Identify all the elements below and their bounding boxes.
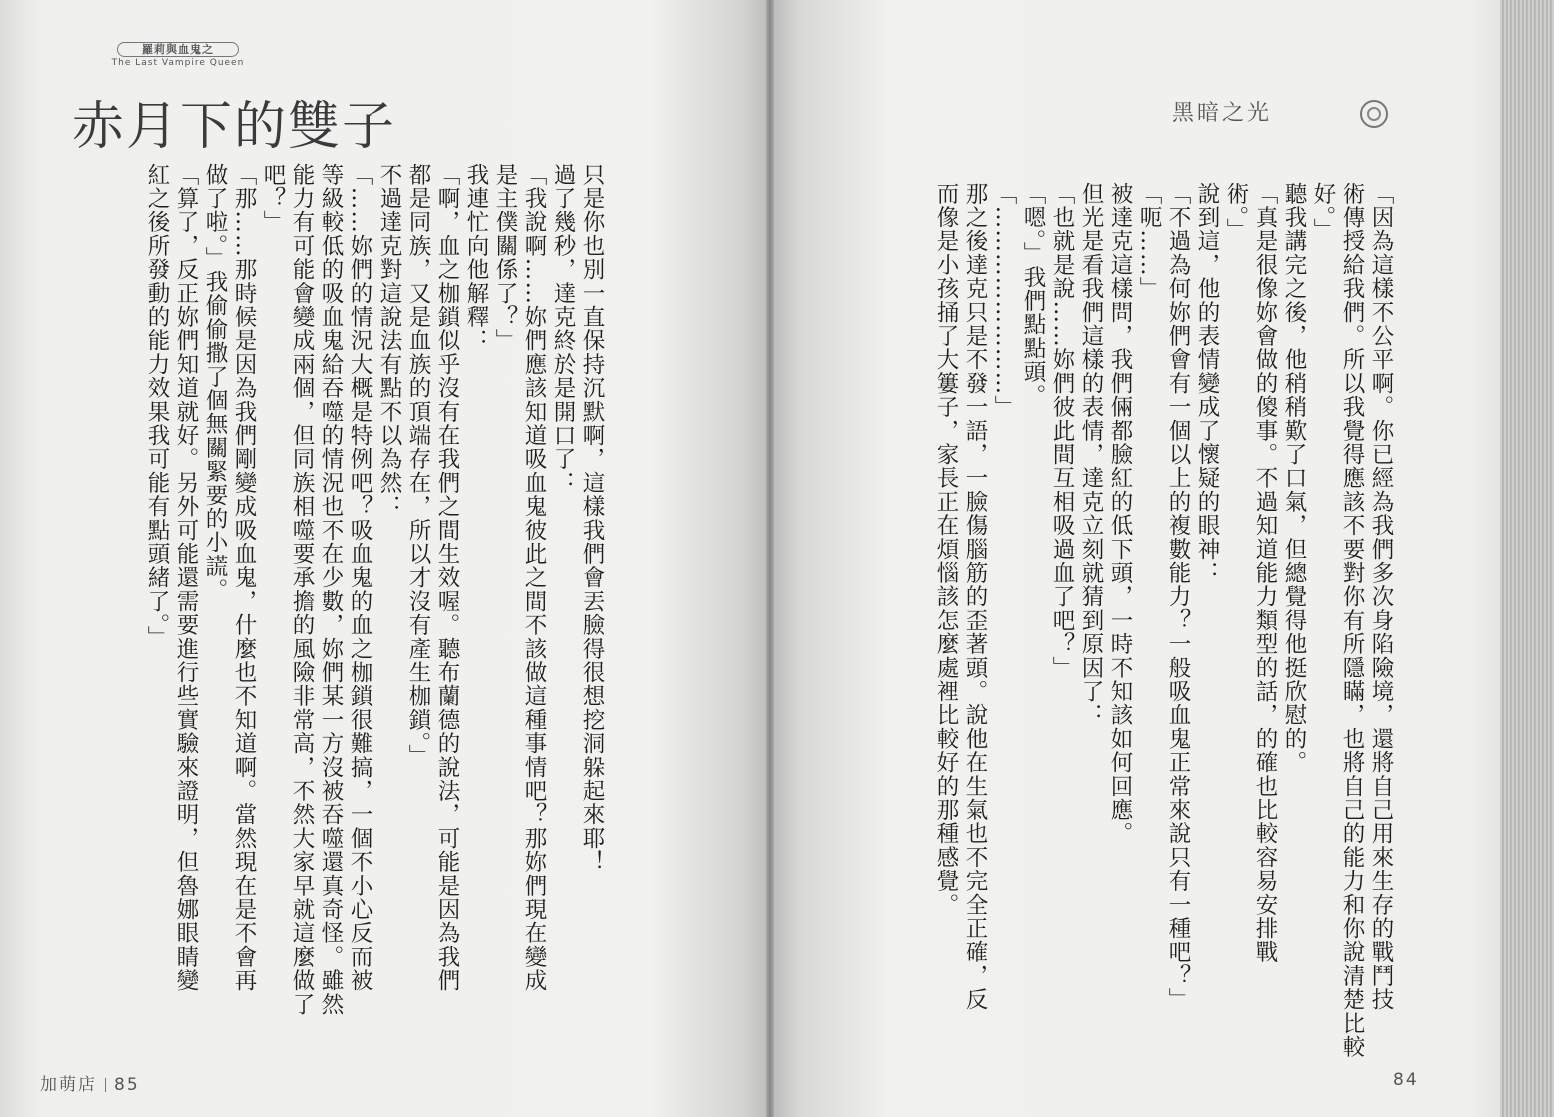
right-page-column-13: 「嗯。」我們點點頭。 (1020, 182, 1046, 408)
right-page-body-text (842, 182, 1395, 1062)
chapter-title: 黑暗之光 (1172, 101, 1273, 126)
right-page-column-9: 「呃……」 (1136, 182, 1162, 301)
left-page-column-8: 不過達克對這說法有點不以為然： (376, 163, 402, 519)
left-page-column-10: 等級較低的吸血鬼給吞噬的情況也不在少數，妳們某一方沒被吞噬還真奇怪。雖然 (318, 163, 344, 1017)
logo-english-text: The Last Vampire Queen (111, 58, 245, 68)
right-page-folio (1393, 1070, 1419, 1090)
right-page-column-11: 但光是看我們這樣的表情，達克立刻就猜到原因了： (1078, 182, 1104, 728)
right-page-column-7: 說到這，他的表情變成了懷疑的眼神： (1194, 182, 1220, 585)
right-page-column-4: 聽我講完之後，他稍稍歎了口氣，但總覺得他挺欣慰的。 (1281, 182, 1307, 775)
left-page-column-14: 做了啦。」我偷偷撒了個無關緊要的小謊。 (202, 163, 228, 603)
logo-band-text: 羅莉與血鬼之 (117, 42, 239, 57)
chapter-header (1172, 96, 1272, 132)
left-page-column-1: 只是你也別一直保持沉默啊，這樣我們會丟臉得很想挖洞躲起來耶！ (579, 163, 605, 874)
left-page-column-2: 過了幾秒，達克終於是開口了： (550, 163, 576, 495)
left-page-column-11: 能力有可能會變成兩個，但同族相噬要承擔的風險非常高，不然大家早就這麼做了 (289, 163, 315, 1017)
book-logo-subtitle (108, 42, 248, 76)
right-page-column-3: 好。」 (1310, 182, 1336, 242)
right-page-column-8: 「不過為何妳們會有一個以上的複數能力？一般吸血鬼正常來說只有一種吧？」 (1165, 182, 1191, 1012)
right-page-column-16: 而像是小孩捅了大簍子，家長正在煩惱該怎麼處裡比較好的那種感覺。 (933, 182, 959, 917)
left-page-folio (40, 1070, 140, 1095)
left-page-body-text (96, 163, 606, 1043)
left-page-column-6: 「啊，血之枷鎖似乎沒有在我們之間生效喔。聽布蘭德的說法，可能是因為我們 (434, 163, 460, 993)
folio-label: 加萌店 (40, 1075, 97, 1095)
left-page-column-9: 「……妳們的情況大概是特例吧？吸血鬼的血之枷鎖很難搞，一個不小心反而被 (347, 163, 373, 993)
right-page-column-5: 「真是很像妳會做的傻事。不過知道能力類型的話，的確也比較容易安排戰 (1252, 182, 1278, 965)
right-page-column-14: 「……………………」 (991, 182, 1017, 419)
left-page-column-15: 「算了，反正妳們知道就好。另外可能還需要進行些實驗來證明，但魯娜眼睛變 (173, 163, 199, 993)
left-page-column-16: 紅之後所發動的能力效果我可能有點頭緒了。」 (144, 163, 170, 650)
right-page-number: 84 (1393, 1070, 1419, 1090)
left-page-column-13: 「那……那時候是因為我們剛變成吸血鬼，什麼也不知道啊。當然現在是不會再 (231, 163, 257, 993)
book-gutter (766, 0, 774, 1117)
folio-divider (105, 1078, 106, 1092)
book-title: 赤月下的雙子 (72, 97, 397, 157)
right-page-column-15: 那之後達克只是不發一語，一臉傷腦筋的歪著頭。說他在生氣也不完全正確，反 (962, 182, 988, 1012)
left-page-column-3: 「我說啊……妳們應該知道吸血鬼彼此之間不該做這種事情吧？那妳們現在變成 (521, 163, 547, 993)
chapter-emblem-icon (1360, 100, 1388, 128)
right-page-column-1: 「因為這樣不公平啊。你已經為我們多次身陷險境，還將自己用來生存的戰鬥技 (1368, 182, 1394, 1012)
left-page-column-7: 都是同族，又是血族的頂端存在，所以才沒有產生枷鎖。」 (405, 163, 431, 768)
right-page-column-6: 術。」 (1223, 182, 1249, 242)
right-page-column-10: 被達克這樣問，我們倆都臉紅的低下頭，一時不知該如何回應。 (1107, 182, 1133, 846)
right-page-column-2: 術傳授給我們。所以我覺得應該不要對你有所隱瞞，也將自己的能力和你說清楚比較 (1339, 182, 1365, 1059)
page-edges (1500, 0, 1554, 1117)
left-page-number: 85 (114, 1075, 140, 1095)
right-page-column-12: 「也就是說……妳們彼此間互相吸過血了吧？」 (1049, 182, 1075, 680)
left-page-column-12: 吧？」 (260, 163, 286, 235)
left-page-column-5: 我連忙向他解釋： (463, 163, 489, 353)
left-page-column-4: 是主僕關係了？」 (492, 163, 518, 353)
